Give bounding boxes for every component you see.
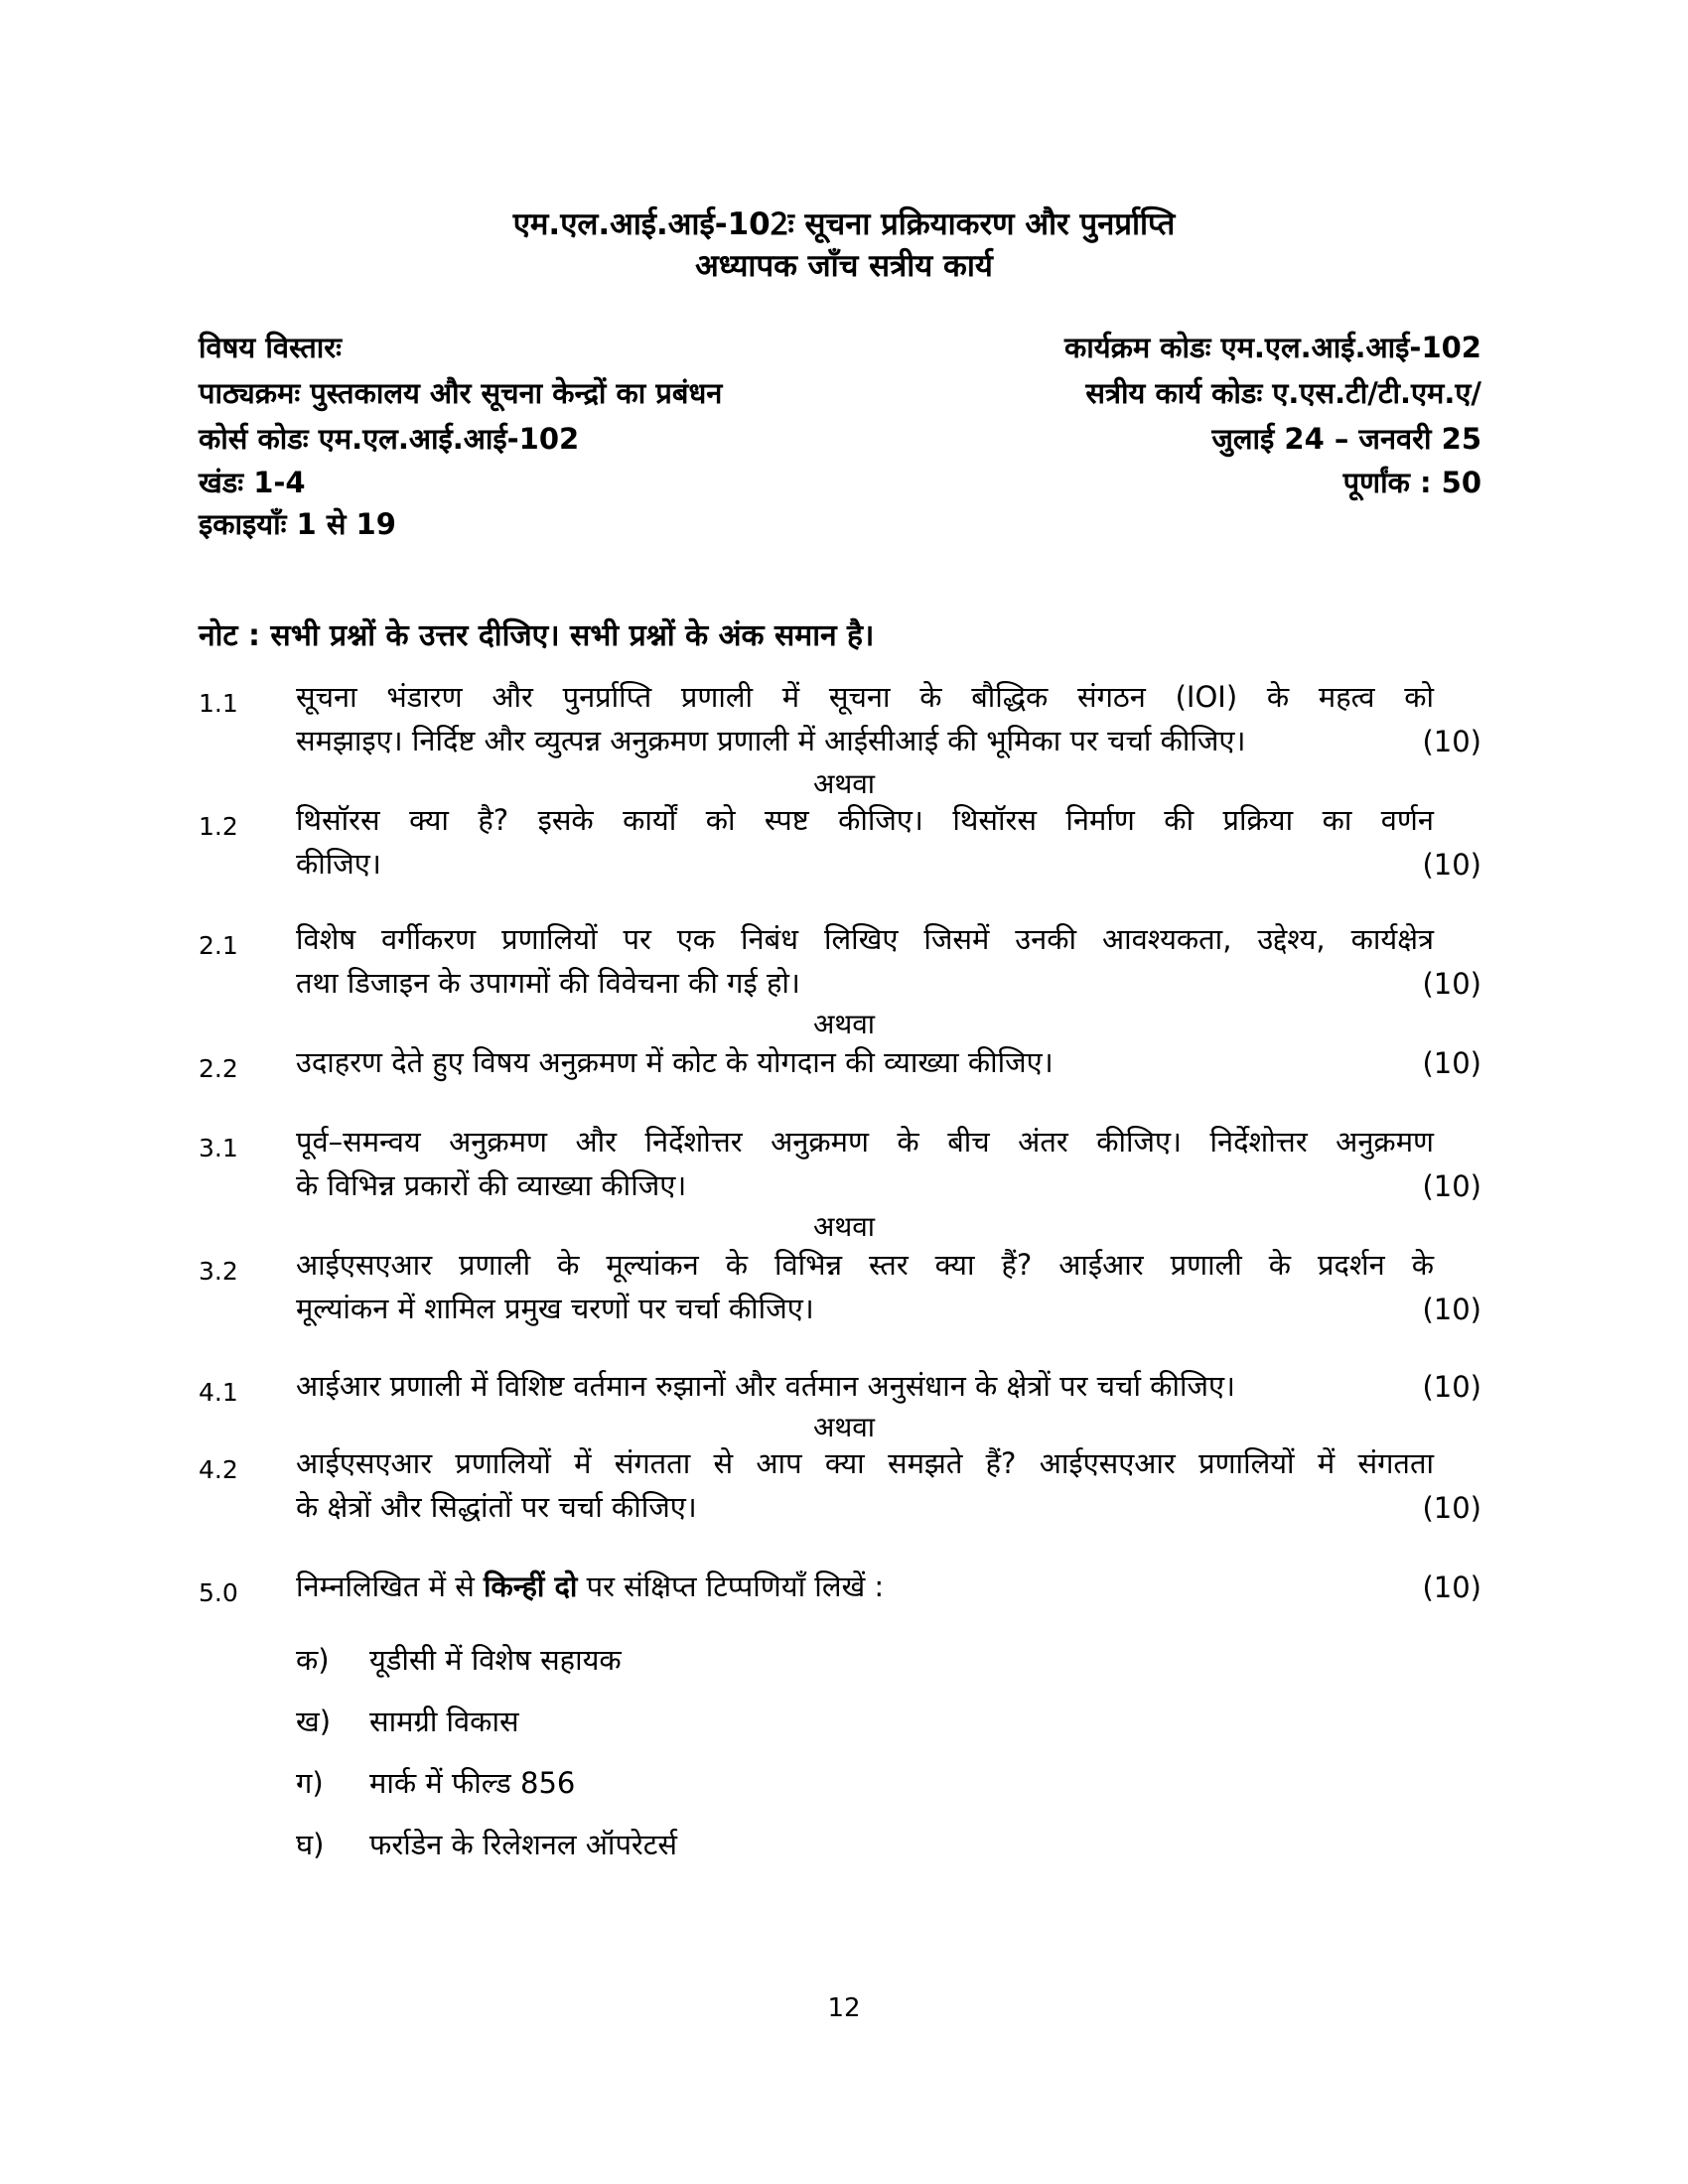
- question-number: 1.1: [199, 689, 238, 718]
- question-text-after: पर संक्षिप्त टिप्पणियाँ लिखें :: [577, 1570, 885, 1603]
- sub-item-label: घ): [296, 1828, 325, 1861]
- course-code: कोर्स कोडः एम.एल.आई.आई-102: [199, 422, 580, 456]
- programme-code: कार्यक्रम कोडः एम.एल.आई.आई-102: [1063, 331, 1481, 364]
- sub-item-text: मार्क में फील्ड 856: [369, 1766, 576, 1800]
- question-number: 3.1: [199, 1134, 238, 1162]
- question-marks: (10): [1422, 1370, 1481, 1404]
- question-number: 3.2: [199, 1257, 238, 1286]
- question-text-line: पूर्व–समन्वय अनुक्रमण और निर्देशोत्तर अनुक्रमण के बीच अंतर कीजिए। निर्देशोत्तर अनुक्रमण: [296, 1125, 1434, 1159]
- sub-item-text: सामग्री विकास: [369, 1705, 519, 1738]
- question-marks: (10): [1422, 848, 1481, 882]
- question-marks: (10): [1422, 967, 1481, 1001]
- question-text-line: उदाहरण देते हुए विषय अनुक्रमण में कोट के योगदान की व्याख्या कीजिए।: [296, 1045, 1054, 1079]
- assignment-title: एम.एल.आई.आई-102ः सूचना प्रक्रियाकरण और पुनर्प्राप्ति: [512, 206, 1176, 242]
- session-period: जुलाई 24 – जनवरी 25: [1211, 422, 1481, 456]
- question-marks: (10): [1422, 725, 1481, 758]
- or-separator: अथवा: [812, 767, 876, 800]
- sub-item-text: यूडीसी में विशेष सहायक: [369, 1643, 622, 1677]
- question-text-line: आईएसएआर प्रणाली के मूल्यांकन के विभिन्न स्तर क्या हैं? आईआर प्रणाली के प्रदर्शन के: [296, 1248, 1434, 1282]
- question-marks: (10): [1422, 1293, 1481, 1326]
- sub-item-text: फर्राडेन के रिलेशनल ऑपरेटर्स: [369, 1828, 677, 1861]
- assignment-subtitle: अध्यापक जाँच सत्रीय कार्य: [695, 248, 993, 284]
- question-text-emphasis: किन्हीं दो: [484, 1570, 578, 1603]
- question-text-line: मूल्यांकन में शामिल प्रमुख चरणों पर चर्चा कीजिए।: [296, 1292, 814, 1325]
- question-text-line: विशेष वर्गीकरण प्रणालियों पर एक निबंध लिखिए जिसमें उनकी आवश्यकता, उद्देश्य, कार्यक्षेत्र: [296, 922, 1434, 956]
- question-number: 5.0: [199, 1578, 238, 1607]
- or-separator: अथवा: [812, 1411, 876, 1443]
- question-marks: (10): [1422, 1169, 1481, 1203]
- question-number: 4.2: [199, 1455, 238, 1484]
- question-marks: (10): [1422, 1491, 1481, 1525]
- question-text-before: निम्नलिखित में से: [296, 1570, 485, 1603]
- sub-item-label: क): [296, 1643, 330, 1677]
- question-text-line: आईआर प्रणाली में विशिष्ट वर्तमान रुझानों और वर्तमान अनुसंधान के क्षेत्रों पर चर्चा कीजिए।: [296, 1369, 1236, 1403]
- question-text-line: [296, 1565, 1434, 1608]
- assignment-code: सत्रीय कार्य कोडः ए.एस.टी/टी.एम.ए/: [1085, 376, 1481, 410]
- question-marks: (10): [1422, 1046, 1481, 1080]
- course-name: पाठ्यक्रमः पुस्तकालय और सूचना केन्द्रों का प्रबंधन: [199, 376, 723, 410]
- question-number: 1.2: [199, 812, 238, 841]
- or-separator: अथवा: [812, 1008, 876, 1040]
- sub-item-label: ख): [296, 1705, 332, 1738]
- question-text-line: तथा डिजाइन के उपागमों की विवेचना की गई हो।: [296, 966, 800, 1000]
- units-info: इकाइयाँः 1 से 19: [199, 507, 396, 541]
- question-text-line: के विभिन्न प्रकारों की व्याख्या कीजिए।: [296, 1168, 687, 1202]
- question-text-line: समझाइए। निर्दिष्ट और व्युत्पन्न अनुक्रमण प्रणाली में आईसीआई की भूमिका पर चर्चा कीजिए।: [296, 724, 1246, 757]
- question-text-line: कीजिए।: [296, 847, 381, 881]
- question-text-line: सूचना भंडारण और पुनर्प्राप्ति प्रणाली में सूचना के बौद्धिक संगठन (IOI) के महत्व को: [296, 680, 1434, 714]
- sub-item-label: ग): [296, 1766, 324, 1800]
- question-text-line: थिसॉरस क्या है? इसके कार्यों को स्पष्ट कीजिए। थिसॉरस निर्माण की प्रक्रिया का वर्णन: [296, 803, 1434, 837]
- question-number: 2.1: [199, 931, 238, 960]
- block-info: खंडः 1-4: [199, 466, 306, 499]
- question-number: 2.2: [199, 1054, 238, 1083]
- or-separator: अथवा: [812, 1210, 876, 1243]
- page-number: 12: [827, 1993, 861, 2023]
- instructions-note: नोट : सभी प्रश्नों के उत्तर दीजिए। सभी प्रश्नों के अंक समान है।: [199, 618, 875, 653]
- question-marks: (10): [1422, 1570, 1481, 1604]
- subject-label: विषय विस्तारः: [199, 331, 342, 364]
- maximum-marks: पूर्णांक : 50: [1342, 466, 1481, 499]
- question-text-line: के क्षेत्रों और सिद्धांतों पर चर्चा कीजिए।: [296, 1490, 697, 1524]
- question-number: 4.1: [199, 1378, 238, 1407]
- question-text-line: आईएसएआर प्रणालियों में संगतता से आप क्या समझते हैं? आईएसएआर प्रणालियों में संगतता: [296, 1446, 1434, 1480]
